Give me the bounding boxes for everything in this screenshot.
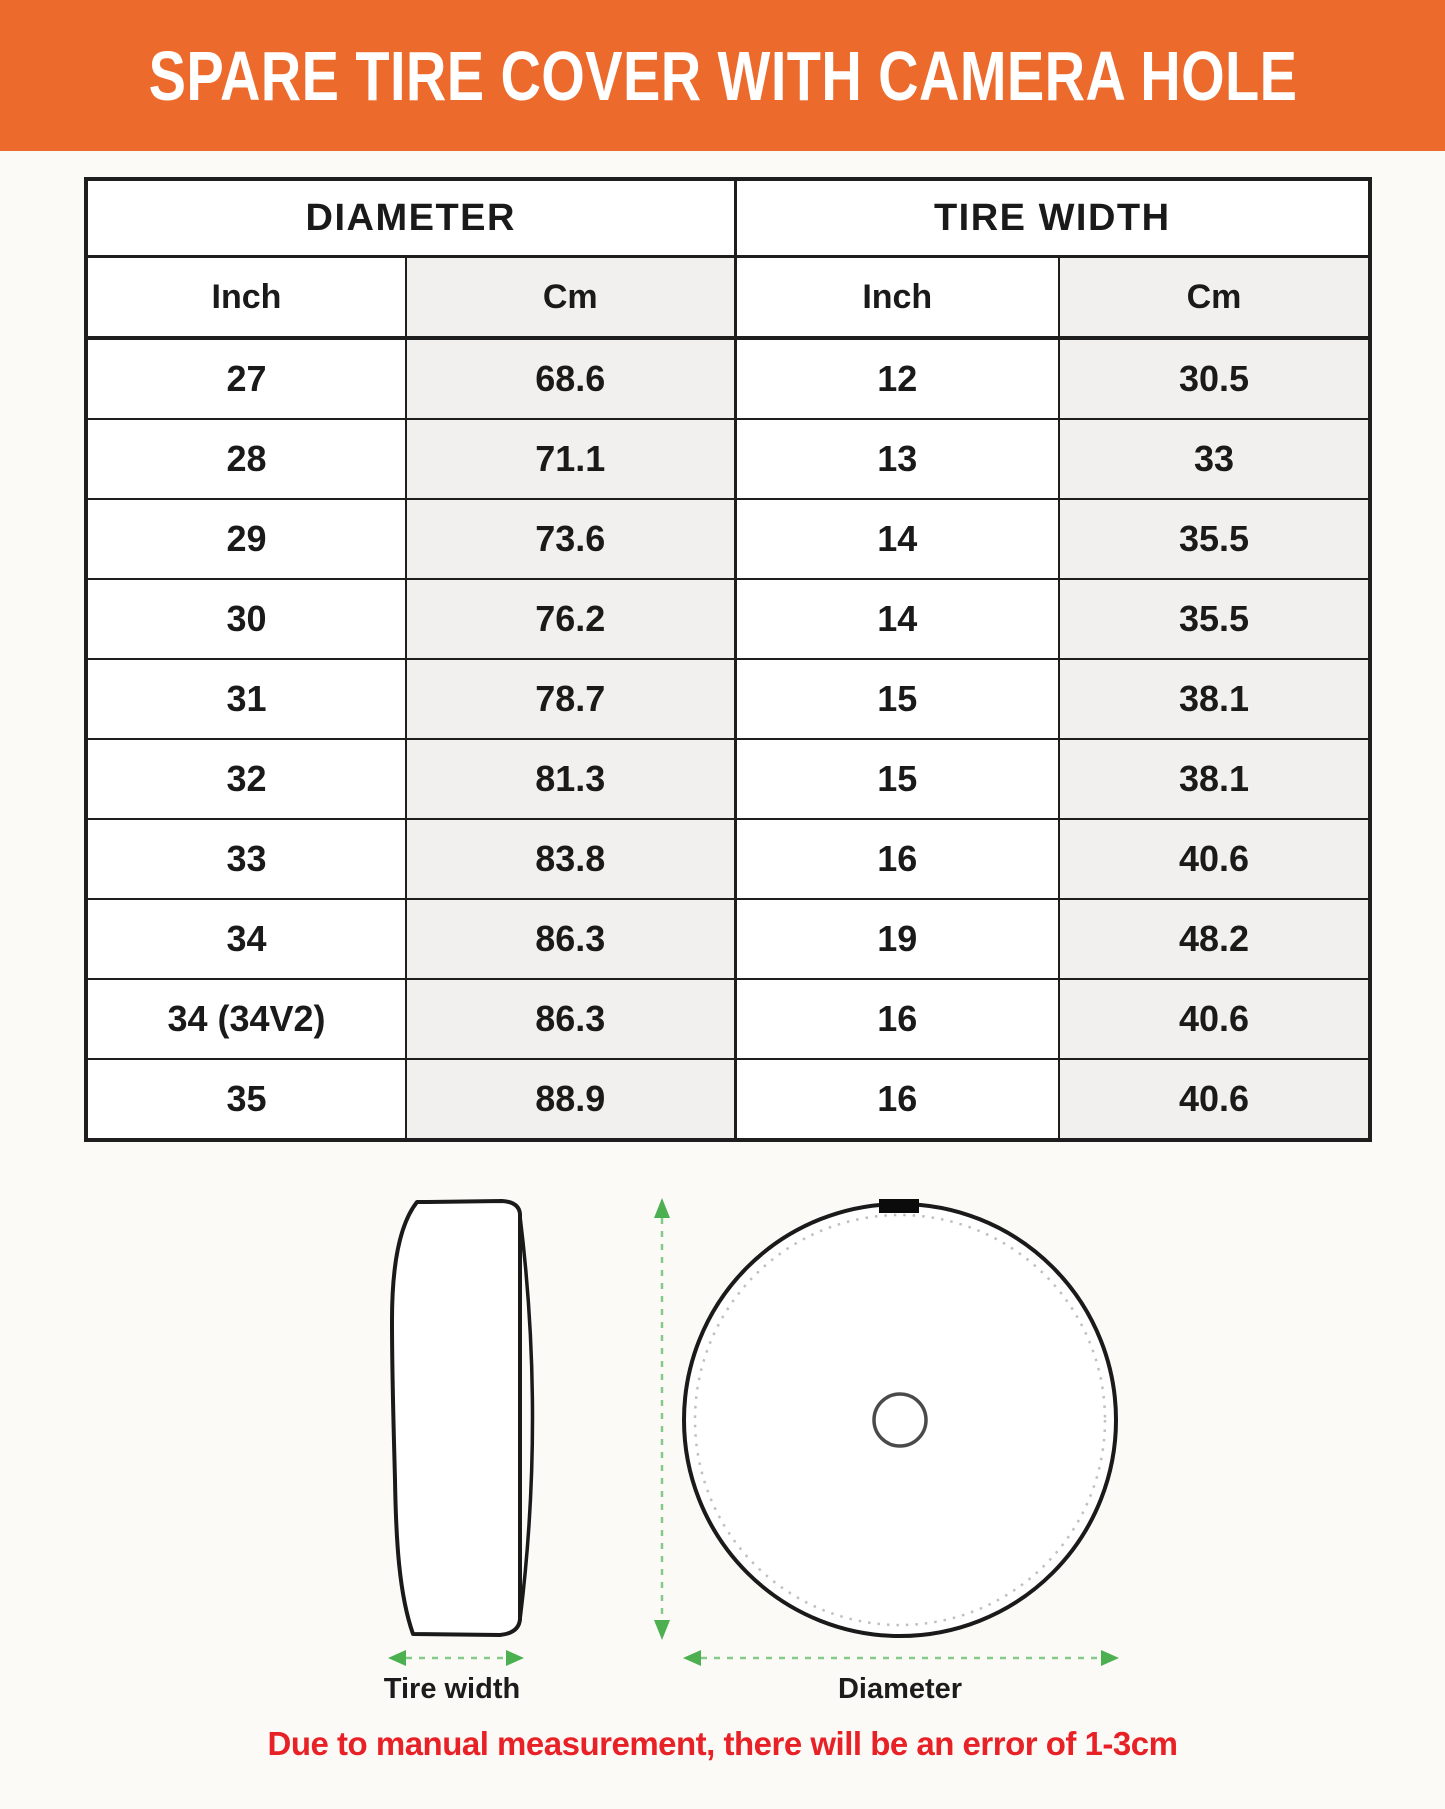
table-cell: 30 [86, 579, 406, 659]
table-body [86, 338, 1370, 1140]
table-cell: 68.6 [406, 338, 735, 419]
camera-notch [879, 1199, 919, 1213]
table-cell: 30.5 [1059, 338, 1370, 419]
measurement-note: Due to manual measurement, there will be an error of 1-3cm [267, 1725, 1178, 1762]
table-cell: 40.6 [1059, 1059, 1370, 1140]
table-cell: 14 [735, 499, 1059, 579]
table-cell: 73.6 [406, 499, 735, 579]
table-row [86, 1059, 1370, 1140]
table-cell: 40.6 [1059, 819, 1370, 899]
table-cell: 71.1 [406, 419, 735, 499]
table-cell: 38.1 [1059, 739, 1370, 819]
table-cell: 16 [735, 819, 1059, 899]
tire-side-view [392, 1201, 533, 1635]
table-cell: 78.7 [406, 659, 735, 739]
table-cell: 86.3 [406, 899, 735, 979]
group-header-tire-width: TIRE WIDTH [735, 179, 1370, 257]
table-row [86, 499, 1370, 579]
column-header-diameter-inch: Inch [86, 257, 406, 339]
table-cell: 19 [735, 899, 1059, 979]
table-cell: 83.8 [406, 819, 735, 899]
table-cell: 86.3 [406, 979, 735, 1059]
table-cell: 27 [86, 338, 406, 419]
table-cell: 76.2 [406, 579, 735, 659]
table-cell: 38.1 [1059, 659, 1370, 739]
table-row [86, 899, 1370, 979]
table-row [86, 819, 1370, 899]
table-cell: 34 [86, 899, 406, 979]
table-row [86, 739, 1370, 819]
table-cell: 32 [86, 739, 406, 819]
column-header-width-cm: Cm [1059, 257, 1370, 339]
table-cell: 15 [735, 659, 1059, 739]
tire-width-label: Tire width [383, 1673, 521, 1705]
table-cell: 34 (34V2) [86, 979, 406, 1059]
tire-diagram [0, 1142, 1445, 1717]
table-cell: 16 [735, 1059, 1059, 1140]
table-cell: 33 [1059, 419, 1370, 499]
group-header-diameter: DIAMETER [86, 179, 735, 257]
table-cell: 14 [735, 579, 1059, 659]
table-cell: 35.5 [1059, 579, 1370, 659]
table-cell: 15 [735, 739, 1059, 819]
table-cell: 48.2 [1059, 899, 1370, 979]
diameter-arrow [683, 1650, 1119, 1666]
table-row [86, 659, 1370, 739]
column-header-diameter-cm: Cm [406, 257, 735, 339]
group-header-row [86, 179, 1370, 257]
table-cell: 35 [86, 1059, 406, 1140]
table-cell: 16 [735, 979, 1059, 1059]
camera-hole [874, 1394, 926, 1446]
tire-front-view [684, 1199, 1116, 1636]
table-cell: 81.3 [406, 739, 735, 819]
table-row [86, 579, 1370, 659]
title-banner [0, 0, 1445, 151]
table-row [86, 338, 1370, 419]
tire-width-arrow [388, 1650, 524, 1666]
table-row [86, 419, 1370, 499]
page-title: SPARE TIRE COVER WITH CAMERA HOLE [148, 36, 1297, 115]
column-header-width-inch: Inch [735, 257, 1059, 339]
table-cell: 31 [86, 659, 406, 739]
diameter-label: Diameter [837, 1673, 963, 1705]
size-table [84, 177, 1372, 1142]
table-cell: 29 [86, 499, 406, 579]
table-cell: 28 [86, 419, 406, 499]
table-cell: 12 [735, 338, 1059, 419]
table-cell: 40.6 [1059, 979, 1370, 1059]
table-cell: 35.5 [1059, 499, 1370, 579]
unit-header-row [86, 257, 1370, 339]
table-cell: 13 [735, 419, 1059, 499]
table-cell: 33 [86, 819, 406, 899]
table-row [86, 979, 1370, 1059]
table-cell: 88.9 [406, 1059, 735, 1140]
diameter-vertical-arrow [654, 1198, 670, 1640]
